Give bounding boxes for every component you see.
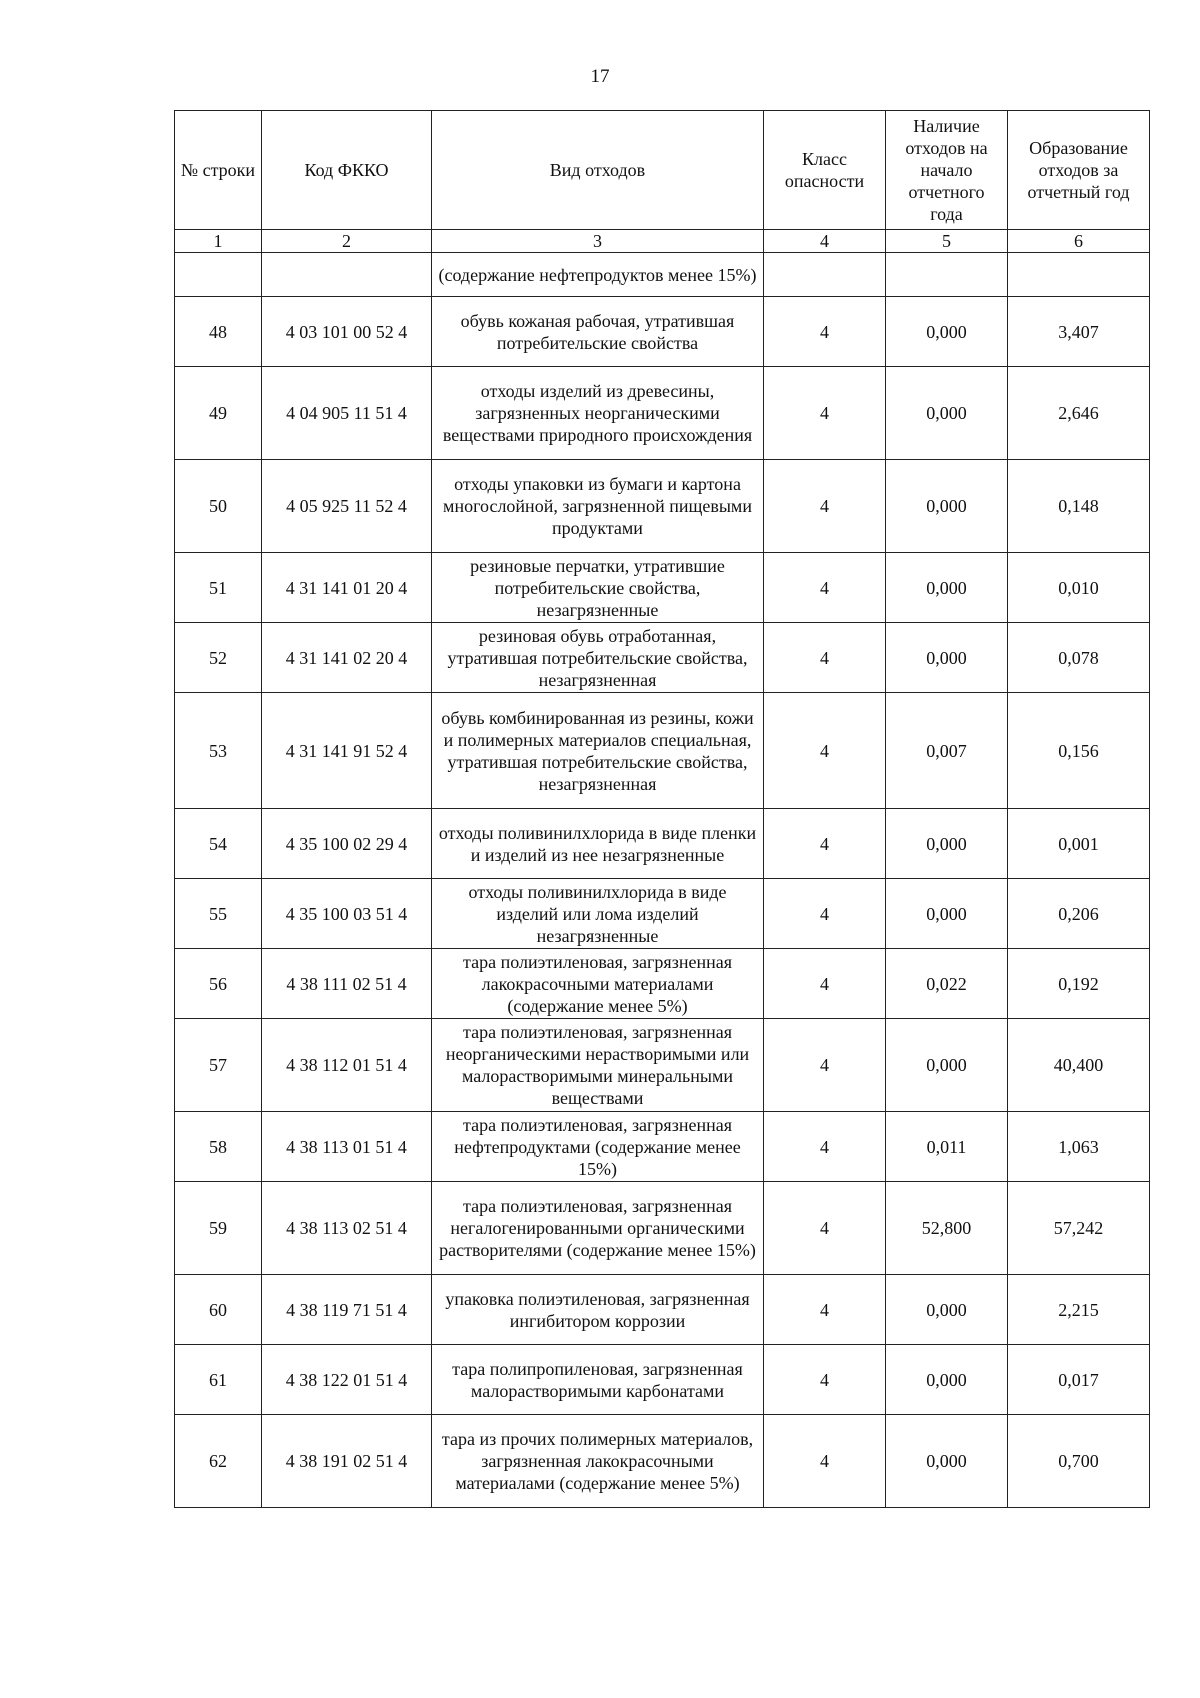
fkko-code: 4 05 925 11 52 4 — [262, 460, 432, 553]
row-number: 59 — [175, 1182, 262, 1275]
row-number: 62 — [175, 1415, 262, 1508]
waste-type: упаковка полиэтиленовая, загрязненная ингибитором коррозии — [432, 1275, 764, 1345]
table-row — [175, 553, 1150, 623]
formed-amount — [1008, 253, 1150, 297]
table-row — [175, 1345, 1150, 1415]
fkko-code: 4 35 100 02 29 4 — [262, 809, 432, 879]
start-amount: 0,000 — [886, 297, 1008, 367]
fkko-code: 4 38 191 02 51 4 — [262, 1415, 432, 1508]
table-row — [175, 693, 1150, 809]
fkko-code: 4 38 111 02 51 4 — [262, 949, 432, 1019]
waste-type: тара полиэтиленовая, загрязненная неорганическими нерастворимыми или малорастворимыми минеральными веществами — [432, 1019, 764, 1112]
formed-amount: 0,078 — [1008, 623, 1150, 693]
start-amount: 52,800 — [886, 1182, 1008, 1275]
formed-amount: 40,400 — [1008, 1019, 1150, 1112]
column-number: 6 — [1008, 230, 1150, 253]
hazard-class: 4 — [764, 553, 886, 623]
table-row — [175, 1182, 1150, 1275]
start-amount: 0,011 — [886, 1112, 1008, 1182]
waste-type: (содержание нефтепродуктов менее 15%) — [432, 253, 764, 297]
formed-amount: 0,010 — [1008, 553, 1150, 623]
column-number-row — [175, 230, 1150, 253]
waste-type: отходы упаковки из бумаги и картона многослойной, загрязненной пищевыми продуктами — [432, 460, 764, 553]
start-amount: 0,000 — [886, 879, 1008, 949]
waste-type: отходы изделий из древесины, загрязненных неорганическими веществами природного происхождения — [432, 367, 764, 460]
formed-amount: 0,148 — [1008, 460, 1150, 553]
column-number: 4 — [764, 230, 886, 253]
hazard-class: 4 — [764, 1019, 886, 1112]
hazard-class: 4 — [764, 949, 886, 1019]
table-row — [175, 1019, 1150, 1112]
row-number: 48 — [175, 297, 262, 367]
table-row — [175, 809, 1150, 879]
fkko-code: 4 38 113 01 51 4 — [262, 1112, 432, 1182]
header-row — [175, 111, 1150, 230]
formed-amount: 0,156 — [1008, 693, 1150, 809]
column-number: 3 — [432, 230, 764, 253]
waste-table — [174, 110, 1150, 1508]
hazard-class: 4 — [764, 297, 886, 367]
hazard-class: 4 — [764, 367, 886, 460]
formed-amount: 57,242 — [1008, 1182, 1150, 1275]
header-row-number: № строки — [175, 111, 262, 230]
column-number: 2 — [262, 230, 432, 253]
start-amount: 0,000 — [886, 460, 1008, 553]
hazard-class: 4 — [764, 623, 886, 693]
table-body — [175, 253, 1150, 1508]
start-amount: 0,000 — [886, 1019, 1008, 1112]
formed-amount: 0,206 — [1008, 879, 1150, 949]
row-number: 50 — [175, 460, 262, 553]
fkko-code: 4 38 112 01 51 4 — [262, 1019, 432, 1112]
table-row — [175, 460, 1150, 553]
start-amount: 0,000 — [886, 809, 1008, 879]
formed-amount: 0,017 — [1008, 1345, 1150, 1415]
row-number: 49 — [175, 367, 262, 460]
fkko-code: 4 38 122 01 51 4 — [262, 1345, 432, 1415]
column-number: 1 — [175, 230, 262, 253]
table-row — [175, 1415, 1150, 1508]
row-number: 56 — [175, 949, 262, 1019]
formed-amount: 2,215 — [1008, 1275, 1150, 1345]
header-formed-amount: Образование отходов за отчетный год — [1008, 111, 1150, 230]
table-row — [175, 1112, 1150, 1182]
formed-amount: 3,407 — [1008, 297, 1150, 367]
row-number: 51 — [175, 553, 262, 623]
header-fkko-code: Код ФККО — [262, 111, 432, 230]
header-waste-type: Вид отходов — [432, 111, 764, 230]
start-amount: 0,000 — [886, 1345, 1008, 1415]
hazard-class: 4 — [764, 1345, 886, 1415]
row-number: 55 — [175, 879, 262, 949]
start-amount: 0,000 — [886, 553, 1008, 623]
waste-type: тара полиэтиленовая, загрязненная нефтепродуктами (содержание менее 15%) — [432, 1112, 764, 1182]
header-start-amount: Наличие отходов на начало отчетного года — [886, 111, 1008, 230]
start-amount: 0,007 — [886, 693, 1008, 809]
hazard-class: 4 — [764, 1182, 886, 1275]
fkko-code: 4 31 141 01 20 4 — [262, 553, 432, 623]
waste-type: резиновая обувь отработанная, утратившая потребительские свойства, незагрязненная — [432, 623, 764, 693]
table-row — [175, 367, 1150, 460]
hazard-class — [764, 253, 886, 297]
waste-type: тара из прочих полимерных материалов, загрязненная лакокрасочными материалами (содержание менее 5%) — [432, 1415, 764, 1508]
table-row — [175, 253, 1150, 297]
start-amount: 0,022 — [886, 949, 1008, 1019]
row-number: 61 — [175, 1345, 262, 1415]
start-amount: 0,000 — [886, 1415, 1008, 1508]
fkko-code: 4 35 100 03 51 4 — [262, 879, 432, 949]
fkko-code: 4 04 905 11 51 4 — [262, 367, 432, 460]
waste-type: резиновые перчатки, утратившие потребительские свойства, незагрязненные — [432, 553, 764, 623]
fkko-code: 4 38 113 02 51 4 — [262, 1182, 432, 1275]
fkko-code: 4 31 141 91 52 4 — [262, 693, 432, 809]
table-row — [175, 879, 1150, 949]
start-amount — [886, 253, 1008, 297]
hazard-class: 4 — [764, 1112, 886, 1182]
formed-amount: 2,646 — [1008, 367, 1150, 460]
waste-type: тара полиэтиленовая, загрязненная негалогенированными органическими растворителями (содержание менее 15%) — [432, 1182, 764, 1275]
header-hazard-class: Класс опасности — [764, 111, 886, 230]
start-amount: 0,000 — [886, 1275, 1008, 1345]
row-number — [175, 253, 262, 297]
formed-amount: 0,700 — [1008, 1415, 1150, 1508]
fkko-code — [262, 253, 432, 297]
hazard-class: 4 — [764, 879, 886, 949]
waste-type: обувь комбинированная из резины, кожи и полимерных материалов специальная, утратившая потребительские свойства, незагрязненная — [432, 693, 764, 809]
hazard-class: 4 — [764, 460, 886, 553]
waste-type: отходы поливинилхлорида в виде пленки и изделий из нее незагрязненные — [432, 809, 764, 879]
row-number: 54 — [175, 809, 262, 879]
row-number: 60 — [175, 1275, 262, 1345]
fkko-code: 4 03 101 00 52 4 — [262, 297, 432, 367]
start-amount: 0,000 — [886, 623, 1008, 693]
fkko-code: 4 38 119 71 51 4 — [262, 1275, 432, 1345]
column-number: 5 — [886, 230, 1008, 253]
formed-amount: 0,192 — [1008, 949, 1150, 1019]
waste-type: отходы поливинилхлорида в виде изделий или лома изделий незагрязненные — [432, 879, 764, 949]
waste-type: тара полиэтиленовая, загрязненная лакокрасочными материалами (содержание менее 5%) — [432, 949, 764, 1019]
waste-type: обувь кожаная рабочая, утратившая потребительские свойства — [432, 297, 764, 367]
row-number: 52 — [175, 623, 262, 693]
hazard-class: 4 — [764, 809, 886, 879]
page-number: 17 — [590, 66, 610, 87]
start-amount: 0,000 — [886, 367, 1008, 460]
row-number: 53 — [175, 693, 262, 809]
row-number: 57 — [175, 1019, 262, 1112]
hazard-class: 4 — [764, 1275, 886, 1345]
table-row — [175, 949, 1150, 1019]
table-row — [175, 623, 1150, 693]
table-row — [175, 297, 1150, 367]
table-row — [175, 1275, 1150, 1345]
row-number: 58 — [175, 1112, 262, 1182]
hazard-class: 4 — [764, 693, 886, 809]
hazard-class: 4 — [764, 1415, 886, 1508]
formed-amount: 1,063 — [1008, 1112, 1150, 1182]
fkko-code: 4 31 141 02 20 4 — [262, 623, 432, 693]
waste-type: тара полипропиленовая, загрязненная малорастворимыми карбонатами — [432, 1345, 764, 1415]
formed-amount: 0,001 — [1008, 809, 1150, 879]
